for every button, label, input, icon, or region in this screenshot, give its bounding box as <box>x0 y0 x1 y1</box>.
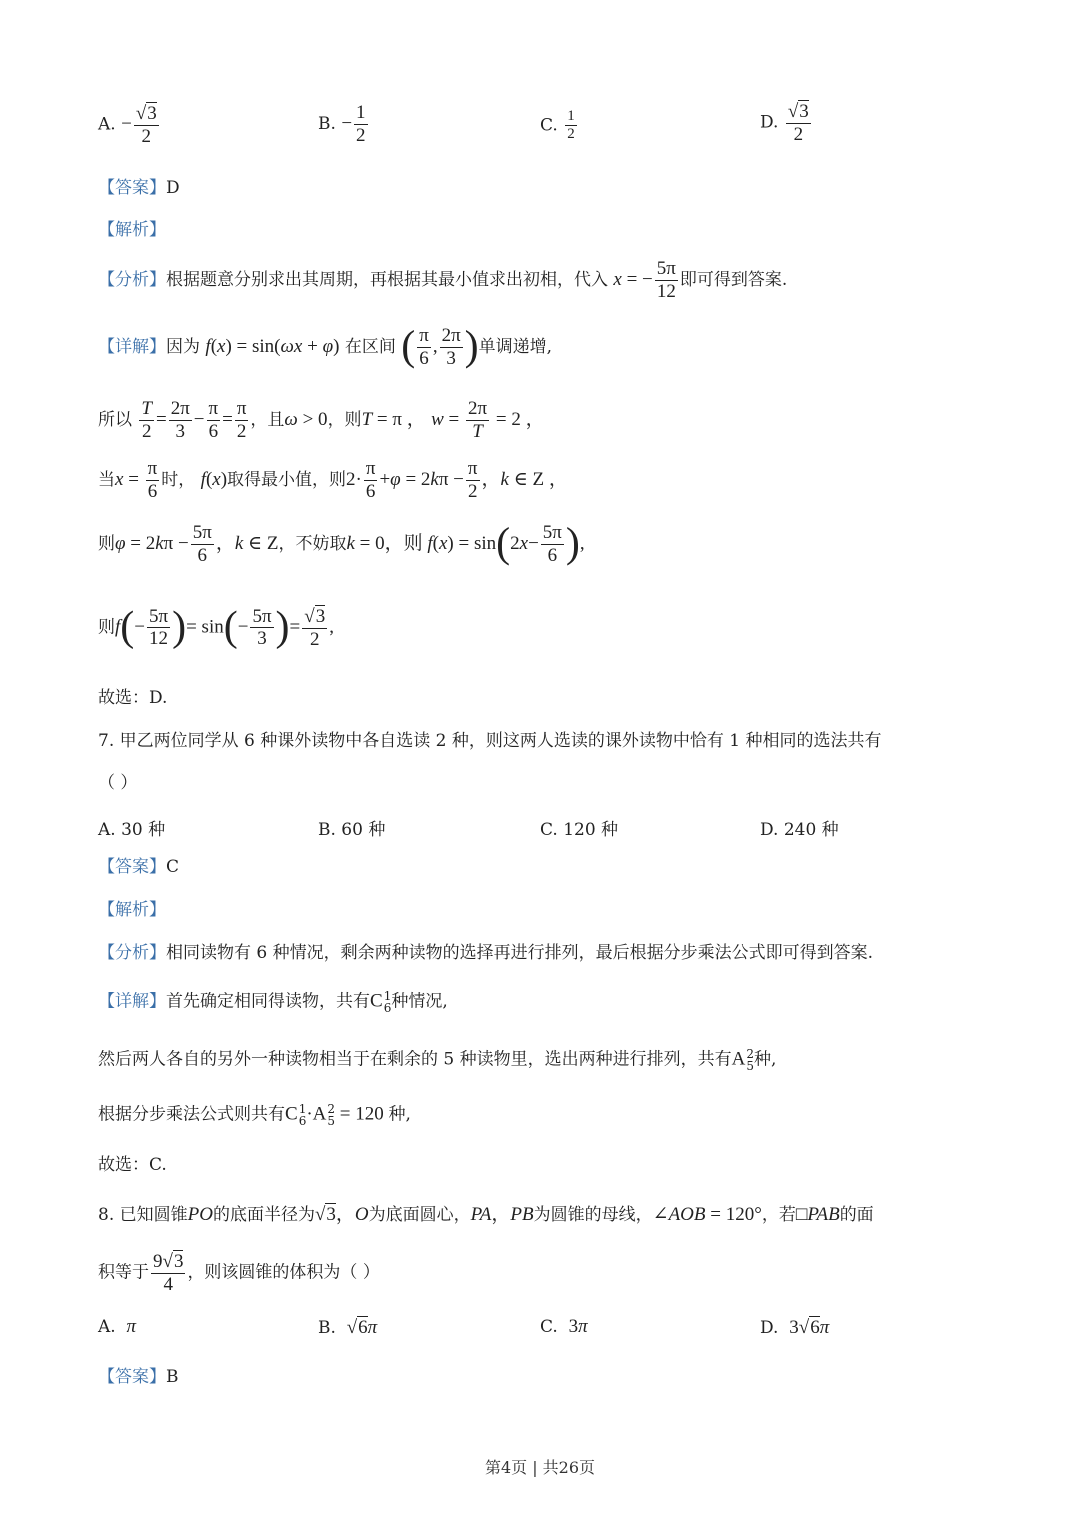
q6-line-suoyi: 所以 $\frac{T}{2}$ = $\frac{2\pi}{3}$ − $\frac{\pi}{6}$ = $\frac{\pi}{2}$ ，且ω > 0，则T = π ， w = $\frac{2\pi}{T}$ = 2 ， <box>98 398 545 442</box>
q7-option-a: A. 30 种 <box>98 820 166 840</box>
q7-option-d: D. 240 种 <box>760 820 839 840</box>
q6-jiexi: 【解析】 <box>98 220 166 240</box>
q6-line-dang: 当x = $\frac{\pi}{6}$ 时， f(x)取得最小值，则2· $\frac{\pi}{6}$ +φ = 2kπ − $\frac{\pi}{2}$ ，k ∈ Z ， <box>98 458 568 502</box>
q6-guxuan: 故选：D. <box>98 688 168 708</box>
q7-line2: 然后两人各自的另外一种读物相当于在剩余的 5 种读物里，选出两种进行排列，共有A 2 5 种, <box>98 1047 777 1073</box>
q6-option-d: D. $\frac{√3}{2}$ <box>760 101 809 145</box>
q8-stem-line2: 积等于 $\frac{9√3}{4}$ ，则该圆锥的体积为（ ） <box>98 1251 380 1295</box>
q8-option-b: B. √6π <box>318 1317 378 1338</box>
page-footer: 第4页 | 共26页 <box>484 1458 596 1477</box>
q6-answer: 【答案】D <box>98 178 180 198</box>
q8-option-a: A. π <box>98 1316 137 1337</box>
q7-paren: （ ） <box>98 773 138 793</box>
q6-line-phi: 则φ = 2kπ − $\frac{5\pi}{6}$ ，k ∈ Z，不妨取k = 0，则 f(x) = sin(2x− $\frac{5\pi}{6}$ ), <box>98 520 585 567</box>
q7-option-c: C. 120 种 <box>540 820 619 840</box>
q7-guxuan: 故选：C. <box>98 1155 167 1175</box>
q6-fenxi: 【分析】根据题意分别求出其周期，再根据其最小值求出初相，代入 x = − $\frac{5\pi}{12}$ 即可得到答案. <box>98 258 788 302</box>
q7-line3: 根据分步乘法公式则共有C 1 6 ·A 2 5 = 120 种, <box>98 1102 411 1128</box>
q7-answer: 【答案】C <box>98 857 180 877</box>
q6-option-a: A. − $\frac{√3}{2}$ <box>98 103 157 147</box>
q7-jiexi: 【解析】 <box>98 900 166 920</box>
q8-option-d: D. 3√6π <box>760 1317 830 1338</box>
q6-line-result: 则f(− $\frac{5\pi}{12}$ )= sin(− $\frac{5\pi}{3}$ )= $\frac{√3}{2}$ , <box>98 603 334 650</box>
q8-option-c: C. 3π <box>540 1316 588 1337</box>
q8-stem-line1: 8. 已知圆锥PO的底面半径为√3，O为底面圆心，PA，PB为圆锥的母线，∠AOB = 120°，若□PAB的面 <box>98 1204 874 1225</box>
q6-option-b: B. − $\frac{1}{2}$ <box>318 102 366 146</box>
q8-answer: 【答案】B <box>98 1367 179 1387</box>
q7-stem: 7. 甲乙两位同学从 6 种课外读物中各自选读 2 种，则这两人选读的课外读物中恰有 1 种相同的选法共有 <box>98 731 882 751</box>
q6-xiangjie: 【详解】因为 f(x) = sin(ωx + φ) 在区间 ( $\frac{\pi}{6}$ , $\frac{2\pi}{3}$ )单调递增, <box>98 323 553 370</box>
q7-option-b: B. 60 种 <box>318 820 386 840</box>
q7-xiangjie: 【详解】首先确定相同得读物，共有C 1 6 种情况, <box>98 989 448 1015</box>
q7-fenxi: 【分析】相同读物有 6 种情况，剩余两种读物的选择再进行排列，最后根据分步乘法公式即可得到答案. <box>98 943 874 963</box>
q6-option-c: C. $\frac{1}{2}$ <box>540 108 575 143</box>
